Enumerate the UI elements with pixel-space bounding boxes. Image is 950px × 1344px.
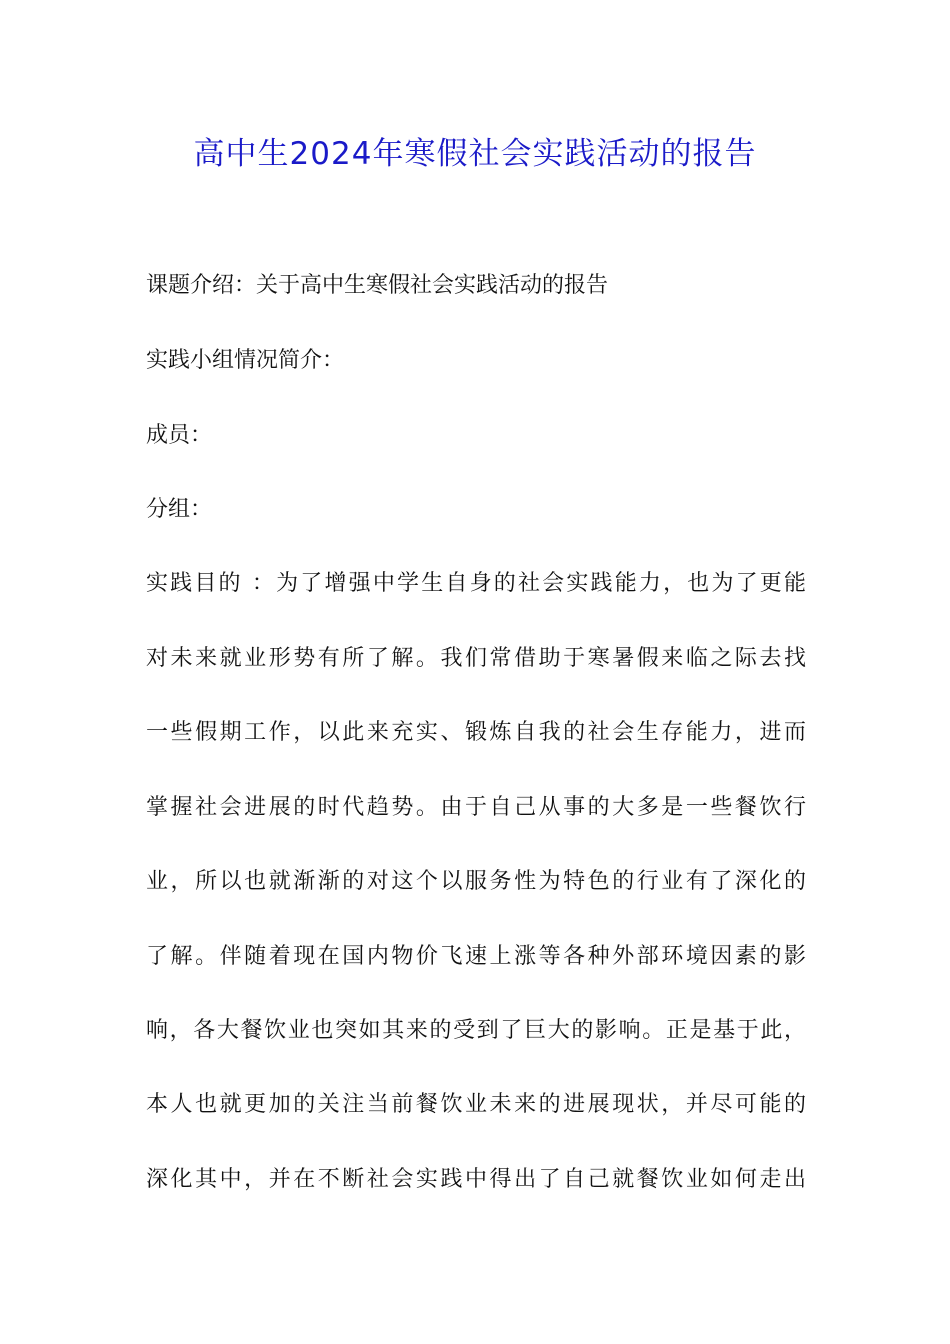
paragraph-line: 实践目的 ：为了增强中学生自身的社会实践能力，也为了更能 — [146, 571, 806, 596]
topic-line: 课题介绍：关于高中生寒假社会实践活动的报告 — [146, 273, 609, 298]
group-intro-line: 实践小组情况简介： — [146, 348, 345, 373]
paragraph-line: 了解。伴随着现在国内物价飞速上涨等各种外部环境因素的影 — [146, 944, 806, 969]
paragraph-line: 掌握社会进展的时代趋势。由于自己从事的大多是一些餐饮行 — [146, 795, 806, 820]
paragraph-line: 本人也就更加的关注当前餐饮业未来的进展现状，并尽可能的 — [146, 1092, 806, 1117]
grouping-line: 分组： — [146, 497, 213, 522]
document-title: 高中生2024年寒假社会实践活动的报告 — [193, 136, 757, 172]
paragraph-line: 对未来就业形势有所了解。我们常借助于寒暑假来临之际去找 — [146, 646, 806, 671]
paragraph-line: 业，所以也就渐渐的对这个以服务性为特色的行业有了深化的 — [146, 869, 806, 894]
paragraph-line: 响，各大餐饮业也突如其来的受到了巨大的影响。正是基于此， — [146, 1018, 806, 1043]
paragraph-line: 深化其中，并在不断社会实践中得出了自己就餐饮业如何走出 — [146, 1167, 806, 1192]
members-line: 成员： — [146, 423, 213, 448]
paragraph-line: 一些假期工作，以此来充实、锻炼自我的社会生存能力，进而 — [146, 720, 806, 745]
